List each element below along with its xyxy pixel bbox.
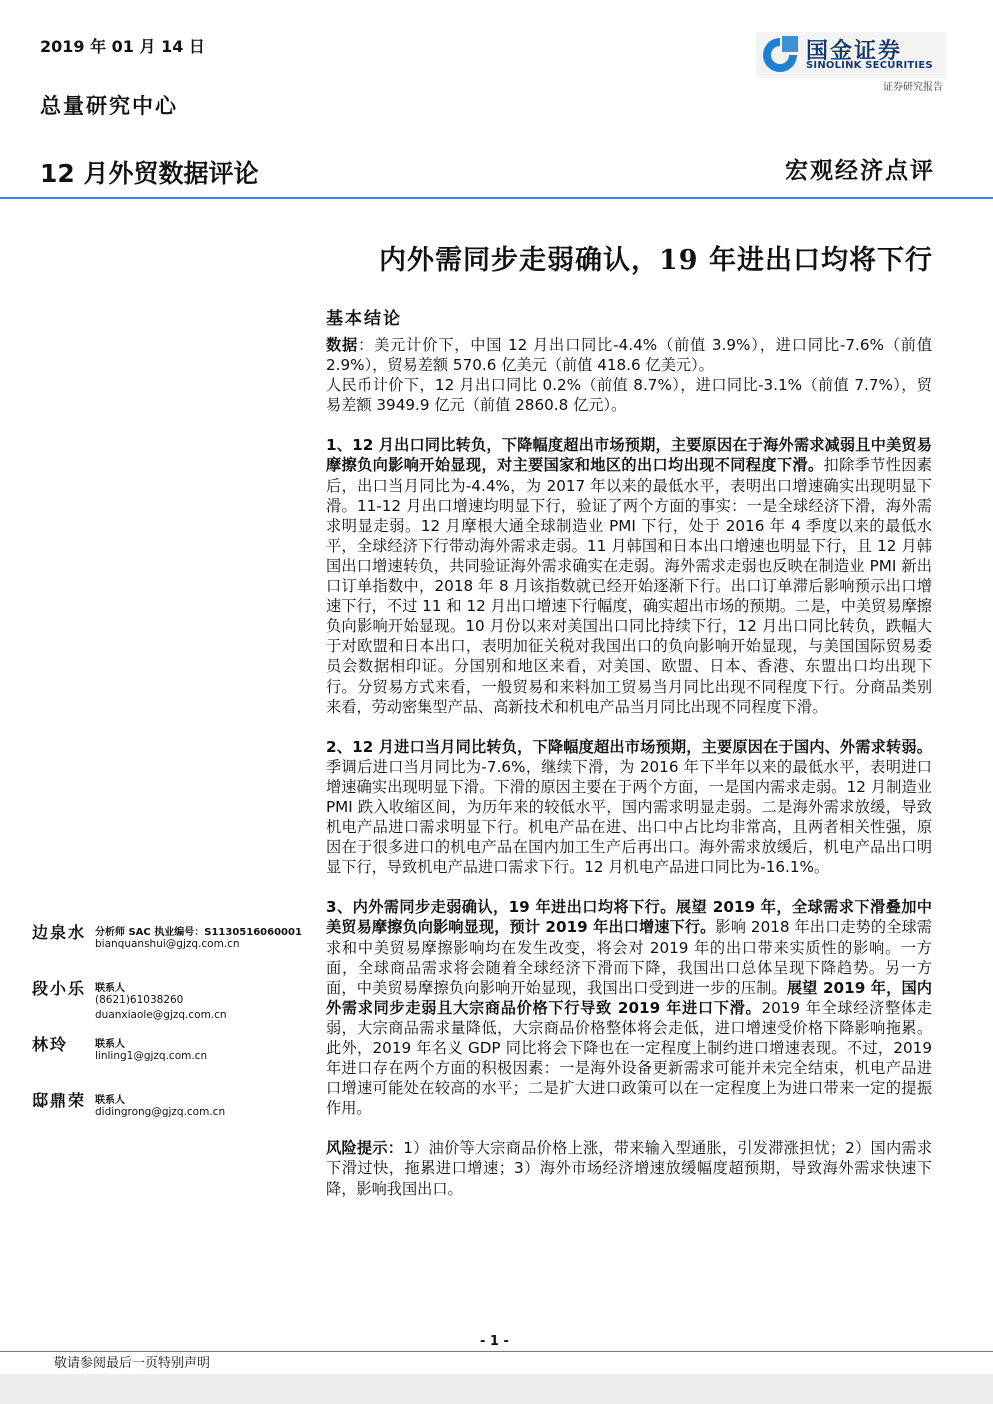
sinolink-logo-icon: [758, 34, 802, 76]
outlook-paragraph: [326, 897, 932, 1118]
author-name: 段小乐: [32, 979, 87, 998]
author-entry: [32, 976, 322, 1026]
author-role: 联系人: [95, 1039, 125, 1050]
data-paragraph: [326, 335, 932, 375]
author-role: 联系人: [95, 983, 125, 994]
data-text: ：美元计价下，中国 12 月出口同比-4.4%（前值 3.9%），进口同比-7.6%（前值 2.9%），贸易差额 570.6 亿美元（前值 418.6 亿美元）。: [326, 336, 933, 375]
author-email[interactable]: didingrong@gjzq.com.cn: [95, 1106, 226, 1118]
author-name: 林玲: [32, 1035, 69, 1054]
import-paragraph: [326, 737, 932, 878]
author-list: [32, 920, 322, 1144]
export-paragraph: [326, 435, 932, 716]
data-label: 数据: [326, 336, 359, 354]
author-role: 联系人: [95, 1095, 125, 1106]
outlook-text-a: 影响 2018 年出口走势的全球需求和中美贸易摩擦影响均在发生改变，将会对 2019 年的出口带来实质性的影响。一方面，全球商品需求将会随着全球经济下滑而下降，我国出口总体呈现下降趋势。另一方面，中美贸易摩擦负向影响开始显现，我国出口受到进一步的压制。: [326, 918, 932, 997]
rmb-paragraph: 人民币计价下，12 月出口同比 0.2%（前值 8.7%），进口同比-3.1%（前值 7.7%），贸易差额 3949.9 亿元（前值 2860.8 亿元）。: [326, 376, 932, 415]
report-title: 12 月外贸数据评论: [40, 159, 259, 188]
author-email[interactable]: bianquanshui@gjzq.com.cn: [95, 938, 240, 950]
logo-english-name: SINOLINK SECURITIES: [806, 60, 933, 71]
logo-chinese-name: 国金证券: [806, 39, 903, 64]
export-text: 扣除季节性因素后，出口当月同比为-4.4%，为 2017 年以来的最低水平，表明出口增速确实出现明显下滑。11-12 月出口增速均明显下行，验证了两个方面的事实：一是全球经济下滑，海外需求明显走弱。12 月摩根大通全球制造业 PMI 下行，处于 2016 年 4 季度以来的最低水平，全球经济下行带动海外需求走弱。11 月韩国和日本出口增速也明显下行，且 12 月韩国出口增速转负，共同验证海外需求确实在走弱。海外需求走弱也反映在制造业 PMI 新出口订单指数中，2018 年 8 月该指数就已经开始逐渐下行。出口订单滞后影响预示出口增速下行，不过 11 和 12 月出口增速下行幅度，确实超出市场的预期。二是，中美贸易摩擦负向影响开始显现。10 月份以来对美国出口同比持续下行，12 月出口同比转负，跌幅大于对欧盟和日本出口，表明加征关税对我国出口的负向影响开始显现，与美国国际贸易委员会数据相印证。分国别和地区来看，对美国、欧盟、日本、香港、东盟出口均出现下行。分贸易方式来看，一般贸易和来料加工贸易当月同比出现不同程度下行。分商品类别来看，劳动密集型产品、高新技术和机电产品当月同比出现不同程度下滑。: [326, 456, 933, 716]
header-divider: [0, 197, 993, 199]
author-entry: [32, 1032, 322, 1082]
author-name: 邸鼎荣: [32, 1091, 87, 1110]
import-text: 季调后进口当月同比为-7.6%，继续下滑，为 2016 年下半年以来的最低水平，表明进口增速确实出现明显下滑。下滑的原因主要在于两个方面，一是国内需求走弱。12 月制造业 PMI 跌入收缩区间，为历年来的较低水平，国内需求明显走弱。二是海外需求放缓，导致机电产品进口需求明显下行。机电产品在进、出口中占比均非常高，且两者相关性强，原因在于很多进口的机电产品在国内加工生产后再出口。海外需求放缓后，机电产品出口明显下行，导致机电产品进口需求下行。12 月机电产品进口同比为-16.1%。: [326, 757, 932, 877]
outlook-lead-a: 3、内外需同步走弱确认，19 年进出口均将下行。展望 2019 年，全球需求下滑叠加中美贸易摩擦负向影响显现，预计 2019 年出口增速下行。: [326, 898, 932, 937]
author-entry: [32, 1088, 322, 1138]
report-body: [326, 335, 932, 1219]
risk-text: 1）油价等大宗商品价格上涨，带来输入型通胀，引发滞涨担忧；2）国内需求下滑过快，拖累进口增速；3）海外市场经济增速放缓幅度超预期，导致海外需求快速下降，影响我国出口。: [326, 1139, 933, 1198]
outlook-lead-b: 展望 2019 年，国内外需求同步走弱且大宗商品价格下行导致 2019 年进口下滑。: [326, 978, 932, 1017]
author-email[interactable]: duanxiaole@gjzq.com.cn: [95, 1009, 227, 1021]
headline: 内外需同步走弱确认，19 年进出口均将下行: [379, 245, 933, 276]
author-role: 分析师 SAC 执业编号：S1130516060001: [95, 927, 302, 938]
report-type: 宏观经济点评: [785, 157, 935, 184]
risk-paragraph: [326, 1138, 932, 1198]
risk-label: 风险提示：: [326, 1139, 404, 1158]
page-number: - 1 -: [480, 1334, 509, 1349]
export-lead: 1、12 月出口同比转负，下降幅度超出市场预期，主要原因在于海外需求减弱且中美贸易摩擦负向影响开始显现，对主要国家和地区的出口均出现不同程度下滑。: [326, 436, 932, 475]
logo-subtitle: 证券研究报告: [883, 82, 943, 93]
import-lead: 2、12 月进口当月同比转负，下降幅度超出市场预期，主要原因在于国内、外需求转弱。: [326, 737, 932, 756]
author-email[interactable]: linling1@gjzq.com.cn: [95, 1050, 208, 1062]
footer-band: [0, 1374, 993, 1404]
section-title: 基本结论: [326, 309, 402, 329]
author-entry: [32, 920, 322, 970]
outlook-text-b: 2019 年全球经济整体走弱，大宗商品需求量降低，大宗商品价格整体将会走低，进口增速受价格下降影响拖累。此外，2019 年名义 GDP 同比将会下降也在一定程度上制约进口增速表现。不过，2019 年进口存在两个方面的积极因素：一是海外设备更新需求可能并未完全结束，机电产品进口增速可能处在较高的水平；二是扩大进口政策可以在一定程度上为进口带来一定的提振作用。: [326, 998, 932, 1118]
research-center: 总量研究中心: [40, 93, 178, 118]
author-phone: (8621)61038260: [95, 994, 184, 1006]
report-date: 2019 年 01 月 14 日: [40, 37, 205, 56]
author-name: 边泉水: [32, 923, 87, 942]
company-logo: [756, 32, 946, 78]
footer-disclaimer: 敬请参阅最后一页特别声明: [54, 1356, 211, 1371]
